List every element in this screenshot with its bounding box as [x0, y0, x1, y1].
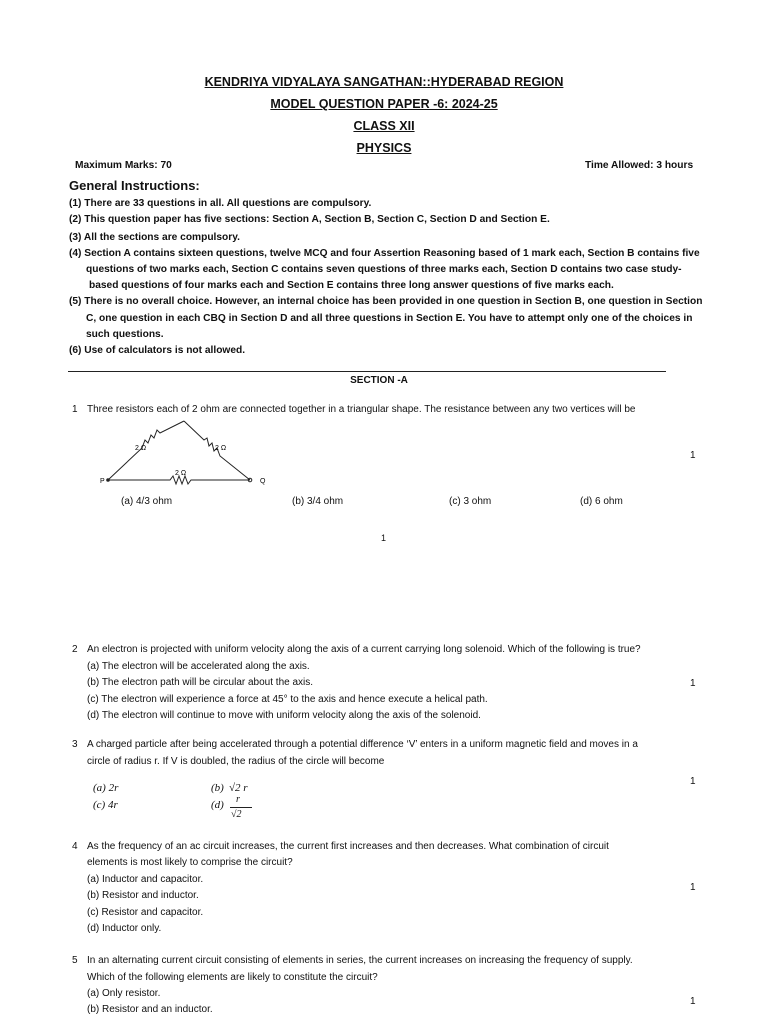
org-title: KENDRIYA VIDYALAYA SANGATHAN::HYDERABAD REGION [204, 75, 564, 89]
question-text: Which of the following elements are likely to constitute the circuit? [87, 972, 378, 983]
marks: 1 [690, 882, 696, 893]
option-b: (b) Resistor and inductor. [87, 890, 199, 901]
max-marks: Maximum Marks: 70 [75, 160, 172, 171]
option-a: (a) Only resistor. [87, 988, 161, 999]
instruction-line: (5) There is no overall choice. However, an internal choice has been provided in one question in Section B, one question in Section [69, 296, 703, 307]
option-a: (a) Inductor and capacitor. [87, 874, 204, 885]
option-c: (c) 3 ohm [449, 496, 492, 507]
question-text: As the frequency of an ac circuit increases, the current first increases and then decreases. What combination of circuit [87, 841, 609, 852]
option-d: (d) 6 ohm [580, 496, 623, 507]
question-text: circle of radius r. If V is doubled, the radius of the circle will become [87, 756, 385, 767]
marks: 1 [690, 450, 696, 461]
option-b: (b) The electron path will be circular about the axis. [87, 677, 314, 688]
question-text: An electron is projected with uniform velocity along the axis of a current carrying long solenoid. Which of the following is true? [87, 644, 641, 655]
option-a: (a) 2r [93, 782, 119, 794]
instruction-line: C, one question in each CBQ in Section D and all three questions in Section E. You have to attempt only one of the choices in [86, 313, 693, 324]
page-number: 1 [381, 533, 387, 543]
paper-title: MODEL QUESTION PAPER -6: 2024-25 [270, 97, 498, 111]
question-text: A charged particle after being accelerated through a potential difference ‘V’ enters in a uniform magnetic field and moves in a [87, 739, 638, 750]
option-d: (d) Inductor only. [87, 923, 162, 934]
question-number: 2 [72, 644, 78, 655]
triangle-resistor-diagram [100, 418, 275, 488]
option-d: (d) The electron will continue to move with uniform velocity along the axis of the solenoid. [87, 710, 481, 721]
instruction-line: (3) All the sections are compulsory. [69, 232, 240, 243]
question-number: 1 [72, 404, 78, 415]
option-c: (c) The electron will experience a force at 45° to the axis and hence execute a helical path. [87, 694, 488, 705]
instruction-line: (1) There are 33 questions in all. All questions are compulsory. [69, 198, 372, 209]
resistor-label-left: 2 Ω [135, 445, 147, 452]
question-text: In an alternating current circuit consisting of elements in series, the current increases on increasing the frequency of supply. [87, 955, 633, 966]
fraction-bar [230, 807, 252, 808]
option-b-value: √2 r [229, 782, 248, 794]
instruction-line: (6) Use of calculators is not allowed. [69, 345, 246, 356]
option-c: (c) Resistor and capacitor. [87, 907, 204, 918]
marks: 1 [690, 996, 696, 1007]
node-label-p: P [100, 478, 105, 485]
instruction-line: such questions. [86, 329, 164, 340]
section-heading: SECTION -A [350, 375, 408, 386]
question-number: 4 [72, 841, 78, 852]
option-b: (b) Resistor and an inductor. [87, 1004, 213, 1015]
resistor-label-bottom: 2 Ω [175, 470, 187, 477]
instruction-line: (2) This question paper has five sections: Section A, Section B, Section C, Section D and Section E. [69, 214, 550, 225]
option-b-label: (b) [211, 782, 224, 794]
marks: 1 [690, 776, 696, 787]
option-a: (a) 4/3 ohm [121, 496, 173, 507]
time-allowed: Time Allowed: 3 hours [585, 160, 694, 171]
question-text: elements is most likely to comprise the circuit? [87, 857, 293, 868]
question-number: 5 [72, 955, 78, 966]
question-text: Three resistors each of 2 ohm are connected together in a triangular shape. The resistance between any two vertices will be [87, 404, 636, 415]
instructions-title: General Instructions: [69, 178, 200, 193]
option-b: (b) 3/4 ohm [292, 496, 344, 507]
option-d-denominator: √2 [231, 809, 242, 820]
option-d-numerator: r [236, 794, 240, 805]
question-number: 3 [72, 739, 78, 750]
option-a: (a) The electron will be accelerated along the axis. [87, 661, 310, 672]
option-c: (c) 4r [93, 799, 118, 811]
instruction-line: based questions of four marks each and Section E contains three long answer questions of five marks each. [89, 280, 614, 291]
class-title: CLASS XII [353, 119, 415, 133]
subject-title: PHYSICS [356, 141, 412, 155]
instruction-line: (4) Section A contains sixteen questions, twelve MCQ and four Assertion Reasoning based of 1 mark each, Section B contains five [69, 248, 700, 259]
node-p [106, 478, 110, 482]
marks: 1 [690, 678, 696, 689]
instruction-line: questions of two marks each, Section C contains seven questions of three marks each, Section D contains two case study- [86, 264, 682, 275]
option-d-label: (d) [211, 799, 224, 811]
resistor-label-right: 2 Ω [215, 445, 227, 452]
section-divider [68, 371, 666, 372]
node-label-q: Q [260, 478, 266, 485]
